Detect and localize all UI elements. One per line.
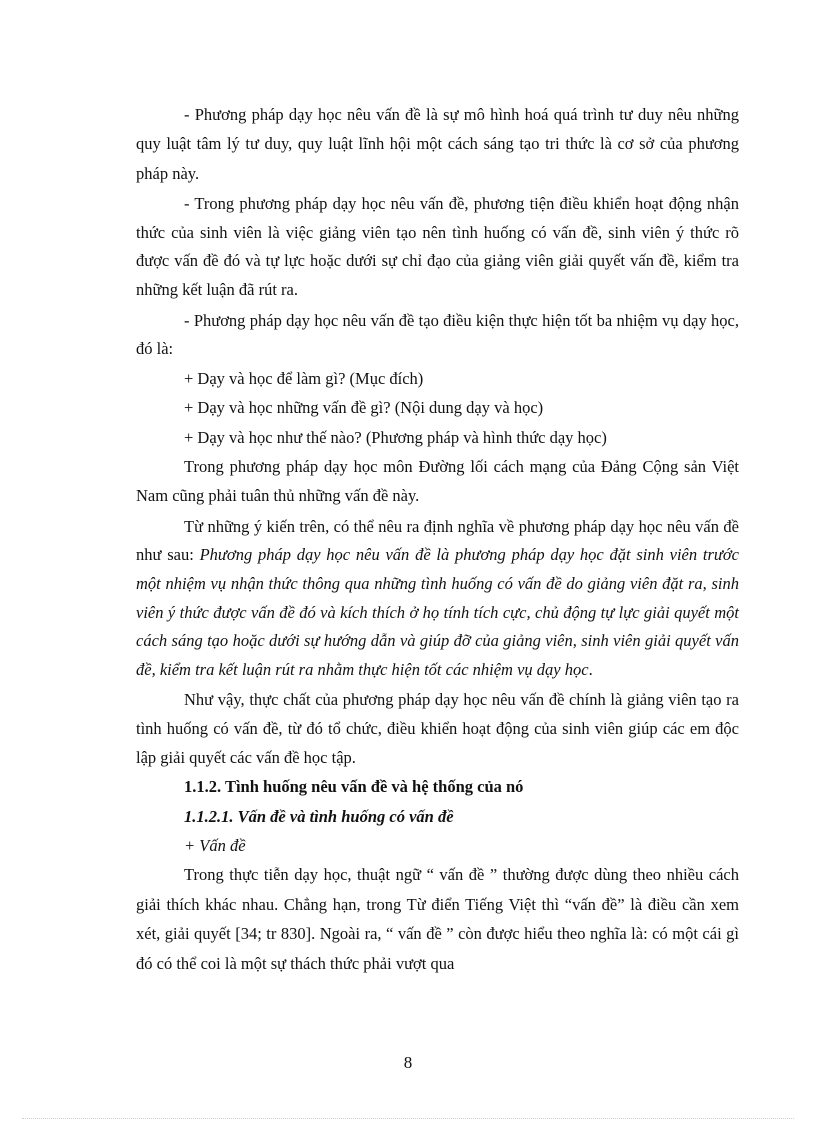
paragraph-2: - Trong phương pháp dạy học nêu vấn đề, phương tiện điều khiển hoạt động nhận thức của sinh viên là việc giảng viên tạo nên tình huống có vấn đề, sinh viên ý thức rõ được vấn đề đó và tự lực hoặc dưới sự chỉ đạo của giảng viên giải quyết vấn đề, kiểm tra những kết luận đã rút ra. [136, 194, 739, 299]
paragraph-3: - Phương pháp dạy học nêu vấn đề tạo điều kiện thực hiện tốt ba nhiệm vụ dạy học, đó là: [136, 310, 739, 359]
list-item-purpose: + Dạy và học để làm gì? (Mục đích) [184, 368, 424, 388]
paragraph-1: - Phương pháp dạy học nêu vấn đề là sự mô hình hoá quá trình tư duy nêu những quy luật tâm lý tư duy, quy luật lĩnh hội một cách sáng tạo tri thức là cơ sở của phương pháp này. [136, 105, 739, 183]
subheading-van-de: + Vấn đề [184, 835, 246, 855]
paragraph-definition [136, 513, 739, 685]
paragraph-7: Trong thực tiễn dạy học, thuật ngữ “ vấn đề ” thường được dùng theo nhiều cách giải thích khác nhau. Chẳng hạn, trong Từ điển Tiếng Việt thì “vấn đề” là điều cần xem xét, giải quyết [34; tr 830]. Ngoài ra, “ vấn đề ” còn được hiểu theo nghĩa là: có một cái gì đó có thể coi là một sự thách thức phải vượt qua [136, 865, 739, 973]
page-number: 8 [403, 1053, 413, 1072]
paragraph-6: Như vậy, thực chất của phương pháp dạy học nêu vấn đề chính là giảng viên tạo ra tình huống có vấn đề, từ đó tổ chức, điều khiển hoạt động của sinh viên giúp các em độc lập giải quyết các vấn đề học tập. [136, 690, 739, 767]
definition-text: Phương pháp dạy học nêu vấn đề là phương pháp dạy học đặt sinh viên trước một nhiệm vụ nhận thức thông qua những tình huống có vấn đề do giảng viên đặt ra, sinh viên ý thức được vấn đề đó và kích thích ở họ tính tích cực, chủ động tự lực giải quyết một cách sáng tạo hoặc dưới sự hướng dẫn và giúp đỡ của giảng viên, sinh viên giải quyết vấn đề, kiểm tra kết luận rút ra nhằm thực hiện tốt các nhiệm vụ dạy học [136, 545, 739, 679]
subsection-heading-1-1-2-1: 1.1.2.1. Vấn đề và tình huống có vấn đề [184, 806, 454, 826]
list-item-content: + Dạy và học những vấn đề gì? (Nội dung dạy và học) [184, 398, 544, 418]
footer-divider [22, 1118, 794, 1119]
definition-lead: Từ những ý kiến trên, có thể nêu ra định nghĩa về phương pháp dạy học nêu vấn đề như sau: [136, 516, 739, 565]
paragraph-4: Trong phương pháp dạy học môn Đường lối cách mạng của Đảng Cộng sản Việt Nam cũng phải tuân thủ những vấn đề này. [136, 457, 739, 506]
list-item-method: + Dạy và học như thế nào? (Phương pháp và hình thức dạy học) [184, 427, 607, 447]
document-page [136, 100, 739, 978]
section-heading-1-1-2: 1.1.2. Tình huống nêu vấn đề và hệ thống của nó [184, 777, 524, 797]
definition-end: . [588, 659, 593, 679]
